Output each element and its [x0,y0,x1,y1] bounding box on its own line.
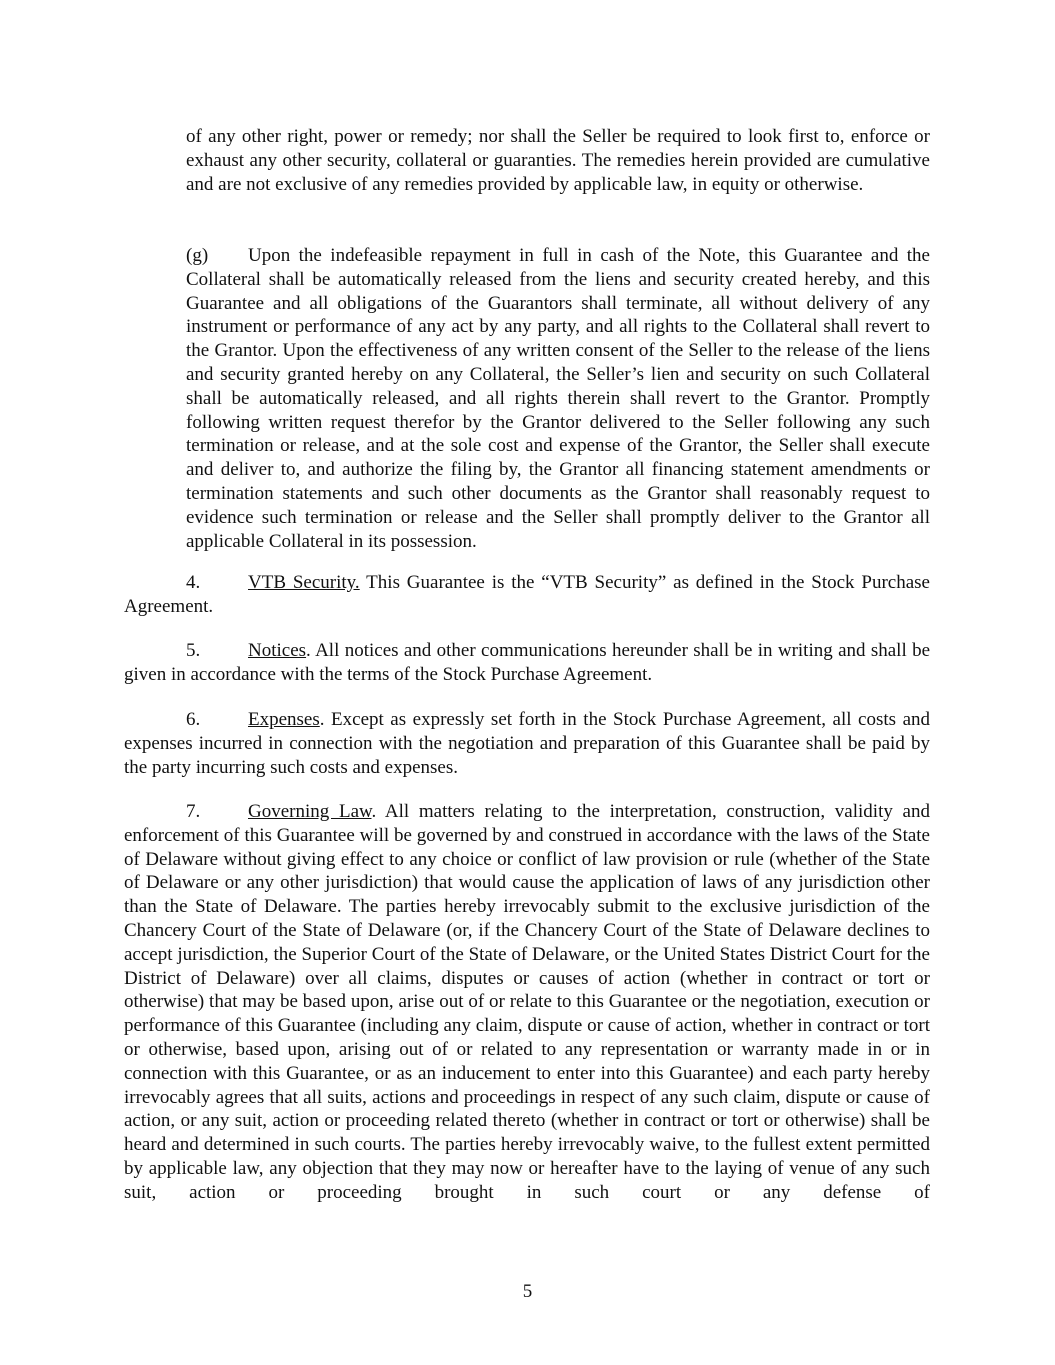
section-7-text: . All matters relating to the interpretation, construction, validity and enforcement of this Guarantee will be governed by and construed in accordance with the laws of the State of Delaware without giving effect to any choice or conflict of law provision or rule (whether of the State of Delaware or any other jurisdiction) that would cause the application of laws of any jurisdiction other than the State of Delaware. The parties hereby irrevocably submit to the exclusive jurisdiction of the Chancery Court of the State of Delaware (or, if the Chancery Court of the State of Delaware declines to accept jurisdiction, the Superior Court of the State of Delaware, or the United States District Court for the District of Delaware) over all claims, disputes or causes of action (whether in contract or tort or otherwise) that may be based upon, arise out of or relate to this Guarantee or the negotiation, execution or performance of this Guarantee (including any claim, dispute or cause of action, whether in contract or tort or otherwise, based upon, arising out of or related to any representation or warranty made in or in connection with this Guarantee, or as an inducement to enter into this Guarantee) and each party hereby irrevocably agrees that all suits, actions and proceedings in respect of any such claim, dispute or cause of action, or any suit, action or proceeding related thereto (whether in contract or tort or otherwise) shall be heard and determined in such courts. The parties hereby irrevocably waive, to the fullest extent permitted by applicable law, any objection that they may now or hereafter have to the laying of venue of any such suit, action or proceeding brought in such court or any defense of [124,801,930,1203]
section-7 [124,800,930,1205]
section-7-heading: Governing Law [248,801,372,822]
paragraph-f-continuation: of any other right, power or remedy; nor shall the Seller be required to look first to, enforce or exhaust any other security, collateral or guaranties. The remedies herein provided are cumulative and are not exclusive of any remedies provided by applicable law, in equity or otherwise. [186,126,930,195]
section-6-number: 6. [186,709,201,730]
section-6 [124,708,930,779]
section-4 [124,571,930,619]
section-4-heading: VTB Security. [248,572,360,593]
section-5 [124,639,930,687]
section-6-heading: Expenses [248,709,320,730]
section-5-heading: Notices [248,640,307,661]
page-number: 5 [522,1281,533,1302]
paragraph-g-text: Upon the indefeasible repayment in full in cash of the Note, this Guarantee and the Collateral shall be automatically released from the liens and security created hereby, and this Guarantee and all obligations of the Guarantors shall terminate, all without delivery of any instrument or performance of any act by any party, and all rights to the Collateral shall revert to the Grantor. Upon the effectiveness of any written consent of the Seller to the release of the liens and security granted hereby on any Collateral, the Seller’s lien and security on such Collateral shall be automatically released, and all rights therein shall revert to the Grantor. Promptly following written request therefor by the Grantor delivered to the Seller following any such termination or release, and at the sole cost and expense of the Grantor, the Seller shall execute and deliver to, and authorize the filing by, the Grantor all financing statement amendments or termination statements and such other documents as the Grantor shall reasonably request to evidence such termination or release and the Seller shall promptly deliver to the Grantor all applicable Collateral in its possession. [186,245,930,552]
section-6-text: . Except as expressly set forth in the Stock Purchase Agreement, all costs and expenses incurred in connection with the negotiation and preparation of this Guarantee shall be paid by the party incurring such costs and expenses. [124,709,930,778]
paragraph-g [186,244,930,553]
section-7-number: 7. [186,801,201,822]
section-5-number: 5. [186,640,201,661]
section-5-text: . All notices and other communications hereunder shall be in writing and shall be given in accordance with the terms of the Stock Purchase Agreement. [124,640,930,685]
section-4-text: This Guarantee is the “VTB Security” as defined in the Stock Purchase Agreement. [124,572,930,617]
section-4-number: 4. [186,572,201,593]
paragraph-g-label: (g) [186,245,209,266]
